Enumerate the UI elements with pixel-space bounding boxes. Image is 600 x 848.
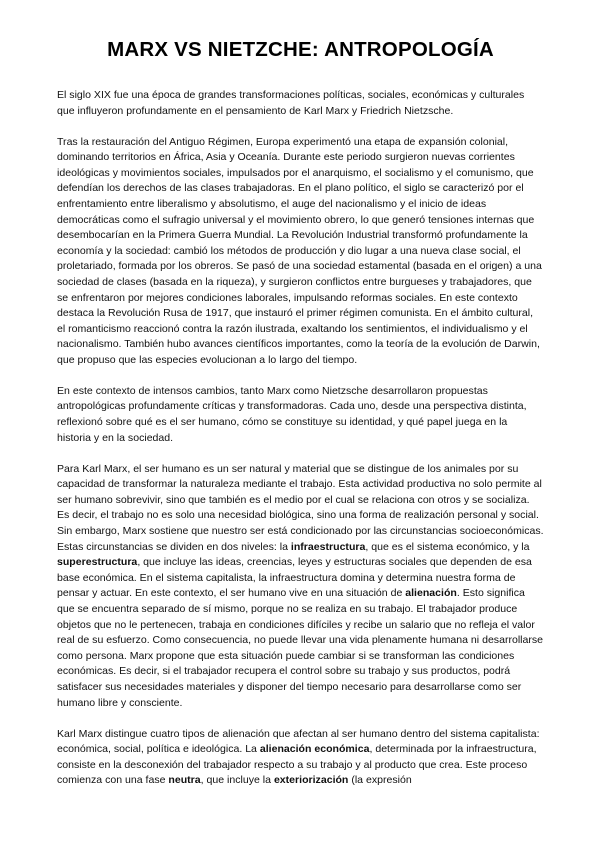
text-run: , determinada por la infraestructura, consiste en la desconexión del trabajador respecto a su trabajo y al producto que crea. Este proceso comienza con una fase <box>57 743 537 787</box>
bold-term: alienación económica <box>259 743 370 756</box>
text-run: Tras la restauración del Antiguo Régimen, Europa experimentó una etapa de expansión colonial, dominando territorios en África, Asia y Oceanía. Durante este periodo surgieron nuevas corrientes ideológicas y movimientos sociales, impulsados por el anarquismo, el socialismo y el comunismo, que defendían los derechos de las clases trabajadoras. En el plano político, el siglo se caracterizó por el enfrentamiento entre liberalismo y absolutismo, el auge del nacionalismo y el inicio de ideas democráticas como el sufragio universal y el movimiento obrero, lo que generó tensiones internas que desembocarían en la Primera Guerra Mundial. La Revolución Industrial transformó profundamente la economía y la sociedad: cambió los métodos de producción y dio lugar a una nueva clase social, el proletariado, formada por los obreros. Se pasó de una sociedad estamental (basada en el origen) a una sociedad de clases (basada en la riqueza), y surgieron conflictos entre burgueses y trabajadores, que se enfrentaron por mejores condiciones laborales, impulsando reformas sociales. En este contexto destaca la Revolución Rusa de 1917, que instauró el primer régimen comunista. En el ámbito cultural, el romanticismo reaccionó contra la razón ilustrada, exaltando los sentimientos, el individualismo y el nacionalismo. También hubo avances científicos importantes, como la teoría de la evolución de Darwin, que propuso que las especies evolucionan a lo largo del tiempo. <box>57 135 542 366</box>
text-run: , que incluye la <box>200 774 274 787</box>
bold-term: superestructura <box>57 556 138 569</box>
bold-term: alienación <box>405 587 457 600</box>
text-run: , que incluye las ideas, creencias, leyes y estructuras sociales que dependen de esa base económica. En el sistema capitalista, la infraestructura domina y determina nuestra forma de pensar y actuar. En este contexto, el ser humano vive en una situación de <box>57 556 532 600</box>
bold-term: infraestructura <box>290 540 366 553</box>
text-run: El siglo XIX fue una época de grandes transformaciones políticas, sociales, económicas y culturales que influyeron profundamente en el pensamiento de Karl Marx y Friedrich Nietzsche. <box>57 89 525 117</box>
document-body <box>57 88 544 789</box>
page-title: MARX VS NIETZCHE: ANTROPOLOGÍA <box>107 38 494 61</box>
text-run: , que es el sistema económico, y la <box>365 540 530 553</box>
text-run: Para Karl Marx, el ser humano es un ser natural y material que se distingue de los animales por su capacidad de transformar la naturaleza mediante el trabajo. Esta actividad productiva no solo permite al ser humano sobrevivir, sino que también es el medio por el cual se relaciona con otros y se socializa. Es decir, el trabajo no es solo una necesidad biológica, sino una forma de realización personal y social. Sin embargo, Marx sostiene que nuestro ser está condicionado por las circunstancias socioeconómicas. Estas circunstancias se dividen en dos niveles: la <box>57 462 544 553</box>
text-run: En este contexto de intensos cambios, tanto Marx como Nietzsche desarrollaron propuestas antropológicas profundamente críticas y transformadoras. Cada uno, desde una perspectiva distinta, reflexionó sobre qué es el ser humano, cómo se constituye su identidad, y qué papel juega en la historia y en la sociedad. <box>57 384 527 444</box>
paragraph <box>57 727 544 789</box>
paragraph <box>57 384 544 446</box>
bold-term: exteriorización <box>273 774 349 787</box>
paragraph <box>57 462 544 712</box>
text-run: Karl Marx distingue cuatro tipos de alienación que afectan al ser humano dentro del sistema capitalista: económica, social, política e ideológica. La <box>57 727 540 756</box>
text-run: (la expresión <box>348 774 412 787</box>
paragraph <box>57 135 544 369</box>
text-run: . Esto significa que se encuentra separado de sí mismo, porque no se realiza en su trabajo. El trabajador produce objetos que no le pertenecen, trabaja en condiciones difíciles y recibe un salario que no refleja el valor real de su esfuerzo. Como consecuencia, no puede llevar una vida plenamente humana ni desarrollarse como persona. Marx propone que esta situación puede cambiar si se transforman las condiciones económicas. Es decir, si el trabajador recupera el control sobre su trabajo y sus productos, podrá satisfacer sus necesidades materiales y disponer del tiempo necesario para desarrollarse como ser humano libre y consciente. <box>57 587 544 709</box>
bold-term: neutra <box>168 774 201 787</box>
paragraph <box>57 88 544 119</box>
